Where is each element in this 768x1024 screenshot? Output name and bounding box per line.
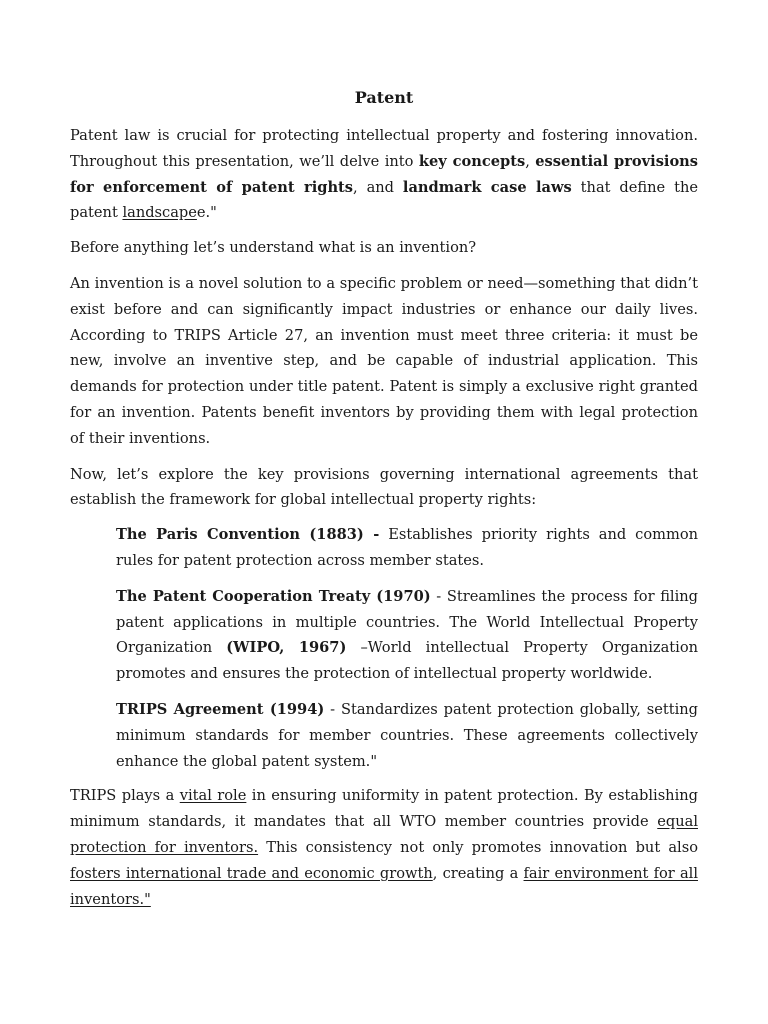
intro-text-5: e." (196, 204, 217, 222)
intro-underline-landscape: landscape (122, 204, 197, 222)
trips-underline-equal-protection: equal protection for inventors. (70, 813, 698, 856)
trips-paragraph (70, 783, 698, 912)
intro-bold-case-laws: landmark case laws (402, 178, 572, 196)
trips-underline-fair-environment: fair environment for all inventors." (70, 864, 698, 908)
provision-name: The Patent Cooperation Treaty (1970) (116, 587, 431, 605)
provision-text: –World intellectual Property Organization promotes and ensures the protection of intellectual property worldwide. (116, 639, 699, 683)
trips-underline-trade-growth: fosters international trade and economic growth (70, 864, 433, 882)
trips-text-4: , creating a (432, 864, 524, 882)
intro-bold-enforcement: essential provisions for enforcement of patent rights (70, 152, 699, 196)
intro-bold-key-concepts: key concepts (418, 152, 526, 170)
intro-text-1: Patent law is crucial for protecting intellectual property and fostering innovation. Throughout this presentation, we’ll delve into (70, 127, 698, 170)
provision-name: TRIPS Agreement (1994) (116, 700, 325, 718)
provision-text: - Standardizes patent protection globally, setting minimum standards for member countries. These agreements collectively enhance the global patent system." (116, 700, 698, 770)
page-title: Patent (354, 88, 414, 107)
provision-paris-convention (116, 522, 698, 574)
question-paragraph: Before anything let’s understand what is an invention? (70, 239, 477, 257)
provision-pct (116, 584, 698, 687)
trips-text-1: TRIPS plays a (70, 787, 180, 805)
provision-bold-wipo: (WIPO, 1967) (226, 639, 347, 657)
provision-text: - Streamlines the process for filing patent applications in multiple countries. The World Intellectual Property Organization (116, 587, 699, 657)
document-page (70, 0, 698, 912)
intro-text-2: , (525, 152, 536, 170)
provision-name: The Paris Convention (1883) - (116, 526, 380, 544)
trips-underline-vital-role: vital role (179, 787, 247, 805)
explore-paragraph: Now, let’s explore the key provisions governing international agreements that establish the framework for global intellectual property rights: (70, 465, 698, 509)
trips-text-2: in ensuring uniformity in patent protection. By establishing minimum standards, it mandates that all WTO member countries provide (70, 787, 698, 831)
provision-trips (116, 697, 698, 774)
intro-paragraph (70, 123, 698, 226)
intro-text-3: , and (353, 178, 403, 196)
invention-paragraph: An invention is a novel solution to a specific problem or need—something that didn’t exist before and can significantly impact industries or enhance our daily lives. According to TRIPS Article 27, an invention must meet three criteria: it must be new, involve an inventive step, and be capable of industrial application. This demands for protection under title patent. Patent is simply a exclusive right granted for an invention. Patents benefit inventors by providing them with legal protection of their inventions. (70, 274, 698, 447)
provision-text: Establishes priority rights and common rules for patent protection across member states. (116, 526, 699, 569)
intro-text-4: that define the patent (70, 178, 698, 222)
trips-text-3: This consistency not only promotes innovation but also (258, 838, 698, 856)
